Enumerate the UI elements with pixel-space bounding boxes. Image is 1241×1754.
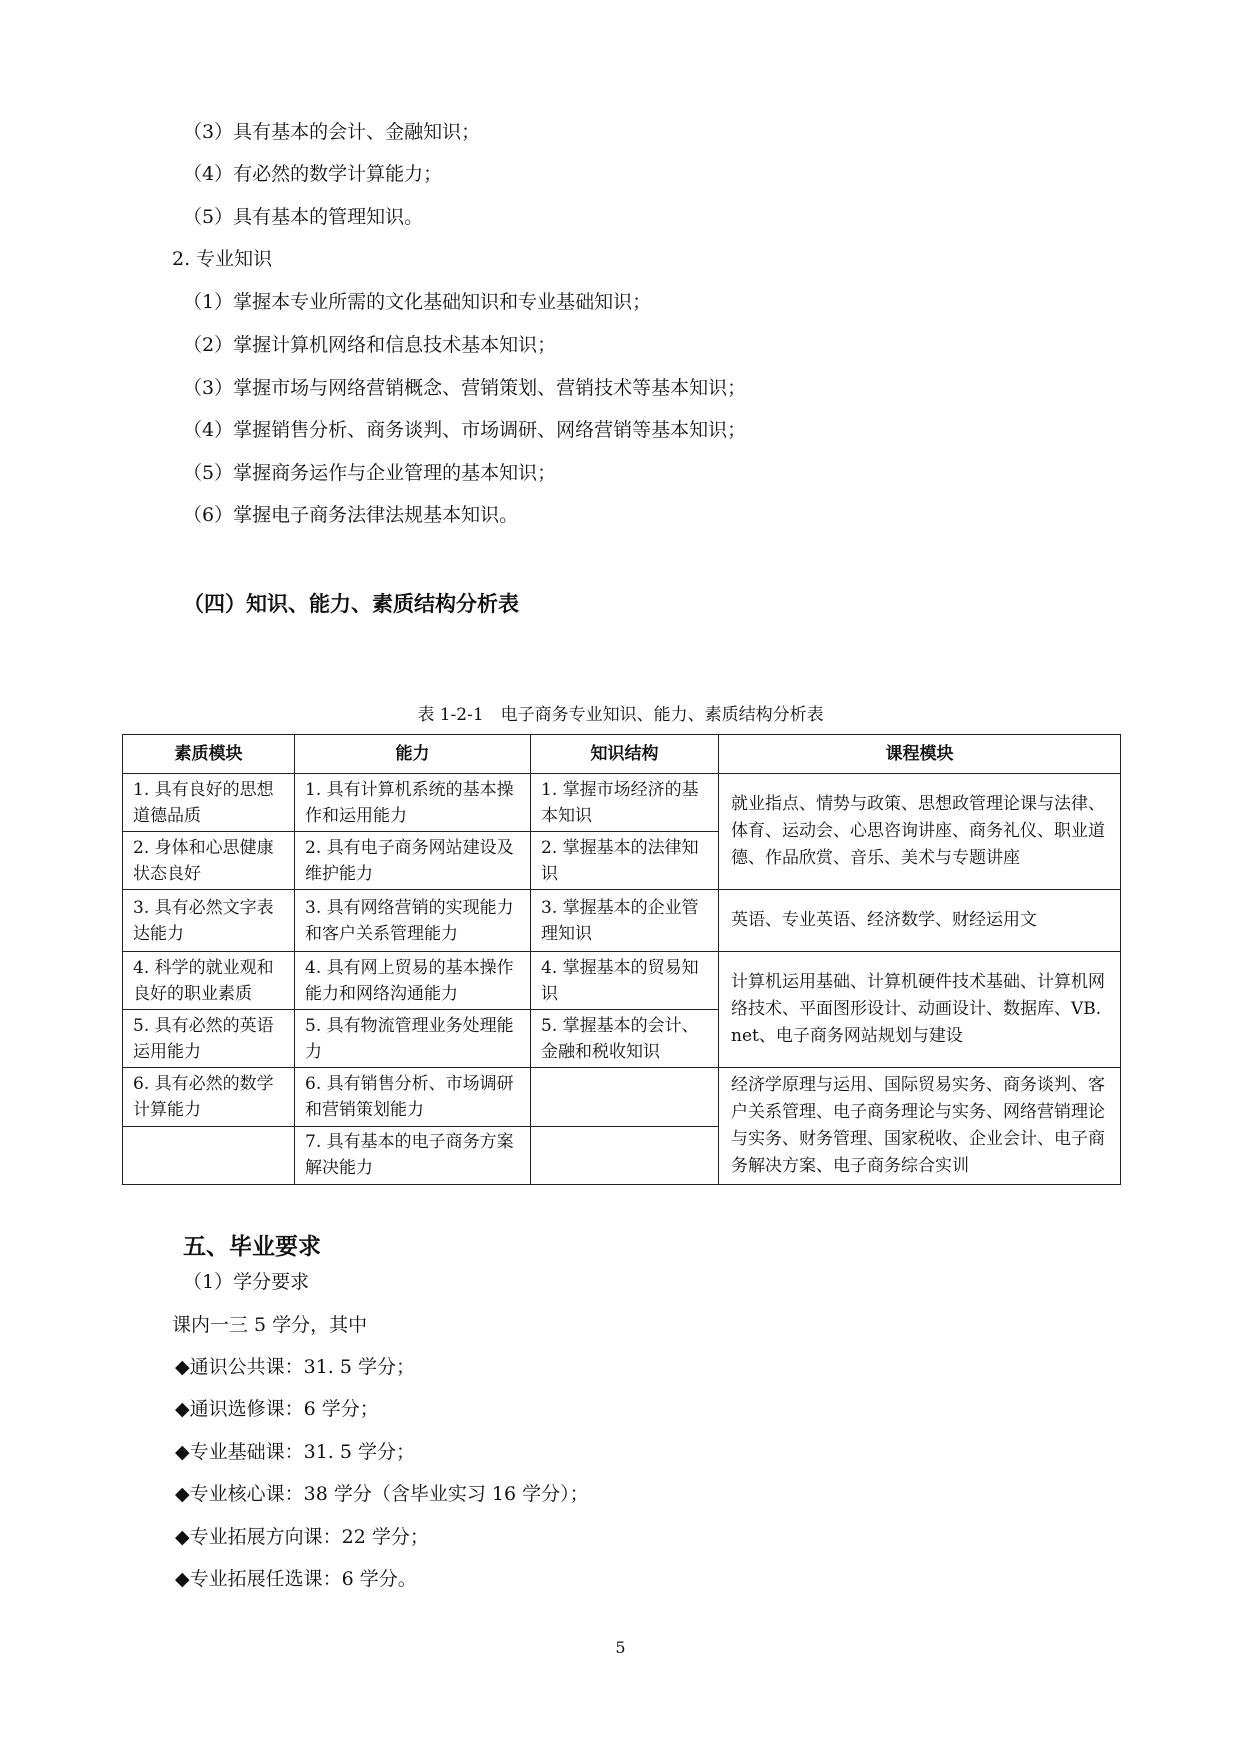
quality-cell xyxy=(123,1126,295,1185)
table-row xyxy=(123,1068,1121,1127)
table-row xyxy=(123,952,1121,1010)
course-cell: 计算机运用基础、计算机硬件技术基础、计算机网络技术、平面图形设计、动画设计、数据库、VB. net、电子商务网站规划与建设 xyxy=(719,952,1121,1068)
knowledge-item-5: （5）具有基本的管理知识。 xyxy=(183,206,424,228)
knowledge-cell: 3. 掌握基本的企业管理知识 xyxy=(531,890,719,952)
table-header-row xyxy=(123,735,1121,774)
section-5-heading: 五、毕业要求 xyxy=(183,1234,321,1260)
ability-cell: 7. 具有基本的电子商务方案解决能力 xyxy=(295,1126,531,1185)
credit-item: ◆通识选修课：6 学分； xyxy=(175,1398,379,1420)
ability-cell: 2. 具有电子商务网站建设及维护能力 xyxy=(295,832,531,890)
header-knowledge-structure: 知识结构 xyxy=(531,735,719,774)
quality-cell: 2. 身体和心思健康状态良好 xyxy=(123,832,295,890)
quality-cell: 4. 科学的就业观和良好的职业素质 xyxy=(123,952,295,1010)
professional-knowledge-item-2: （2）掌握计算机网络和信息技术基本知识； xyxy=(183,334,557,356)
knowledge-cell: 1. 掌握市场经济的基本知识 xyxy=(531,774,719,832)
course-cell: 经济学原理与运用、国际贸易实务、商务谈判、客户关系管理、电子商务理论与实务、网络营销理论与实务、财务管理、国家税收、企业会计、电子商务解决方案、电子商务综合实训 xyxy=(719,1068,1121,1185)
structure-analysis-table xyxy=(122,734,1121,1185)
knowledge-item-4: （4）有必然的数学计算能力； xyxy=(183,163,443,185)
table-row xyxy=(123,890,1121,952)
quality-cell: 1. 具有良好的思想道德品质 xyxy=(123,774,295,832)
header-course-module: 课程模块 xyxy=(719,735,1121,774)
section-4-heading: （四）知识、能力、素质结构分析表 xyxy=(183,592,519,616)
credit-item: ◆专业拓展任选课：6 学分。 xyxy=(175,1568,417,1590)
header-quality-module: 素质模块 xyxy=(123,735,295,774)
credit-item: ◆专业基础课：31. 5 学分； xyxy=(175,1441,415,1463)
professional-knowledge-item-5: （5）掌握商务运作与企业管理的基本知识； xyxy=(183,462,557,484)
professional-knowledge-item-6: （6）掌握电子商务法律法规基本知识。 xyxy=(183,504,519,526)
knowledge-cell: 2. 掌握基本的法律知识 xyxy=(531,832,719,890)
credit-intro: 课内一三 5 学分，其中 xyxy=(172,1314,368,1336)
professional-knowledge-item-3: （3）掌握市场与网络营销概念、营销策划、营销技术等基本知识； xyxy=(183,377,747,399)
quality-cell: 3. 具有必然文字表达能力 xyxy=(123,890,295,952)
table-caption: 表 1-2-1 电子商务专业知识、能力、素质结构分析表 xyxy=(417,705,824,725)
header-ability: 能力 xyxy=(295,735,531,774)
credit-heading: （1）学分要求 xyxy=(183,1271,310,1293)
knowledge-cell xyxy=(531,1126,719,1185)
ability-cell: 1. 具有计算机系统的基本操作和运用能力 xyxy=(295,774,531,832)
course-cell: 就业指点、情势与政策、思想政管理论课与法律、体育、运动会、心思咨询讲座、商务礼仪、职业道德、作品欣赏、音乐、美术与专题讲座 xyxy=(719,774,1121,890)
ability-cell: 5. 具有物流管理业务处理能力 xyxy=(295,1010,531,1068)
quality-cell: 6. 具有必然的数学计算能力 xyxy=(123,1068,295,1127)
quality-cell: 5. 具有必然的英语运用能力 xyxy=(123,1010,295,1068)
ability-cell: 3. 具有网络营销的实现能力和客户关系管理能力 xyxy=(295,890,531,952)
knowledge-cell: 4. 掌握基本的贸易知识 xyxy=(531,952,719,1010)
credit-item: ◆专业核心课：38 学分（含毕业实习 16 学分）； xyxy=(175,1483,589,1505)
professional-knowledge-item-1: （1）掌握本专业所需的文化基础知识和专业基础知识； xyxy=(183,291,652,313)
ability-cell: 4. 具有网上贸易的基本操作能力和网络沟通能力 xyxy=(295,952,531,1010)
page-number: 5 xyxy=(615,1638,626,1657)
knowledge-cell: 5. 掌握基本的会计、金融和税收知识 xyxy=(531,1010,719,1068)
table-row xyxy=(123,774,1121,832)
knowledge-item-3: （3）具有基本的会计、金融知识； xyxy=(183,121,481,143)
professional-knowledge-item-4: （4）掌握销售分析、商务谈判、市场调研、网络营销等基本知识； xyxy=(183,419,747,441)
professional-knowledge-heading: 2. 专业知识 xyxy=(172,248,273,270)
credit-item: ◆通识公共课：31. 5 学分； xyxy=(175,1356,415,1378)
credit-item: ◆专业拓展方向课：22 学分； xyxy=(175,1526,429,1548)
course-cell: 英语、专业英语、经济数学、财经运用文 xyxy=(719,890,1121,952)
ability-cell: 6. 具有销售分析、市场调研和营销策划能力 xyxy=(295,1068,531,1127)
knowledge-cell xyxy=(531,1068,719,1127)
